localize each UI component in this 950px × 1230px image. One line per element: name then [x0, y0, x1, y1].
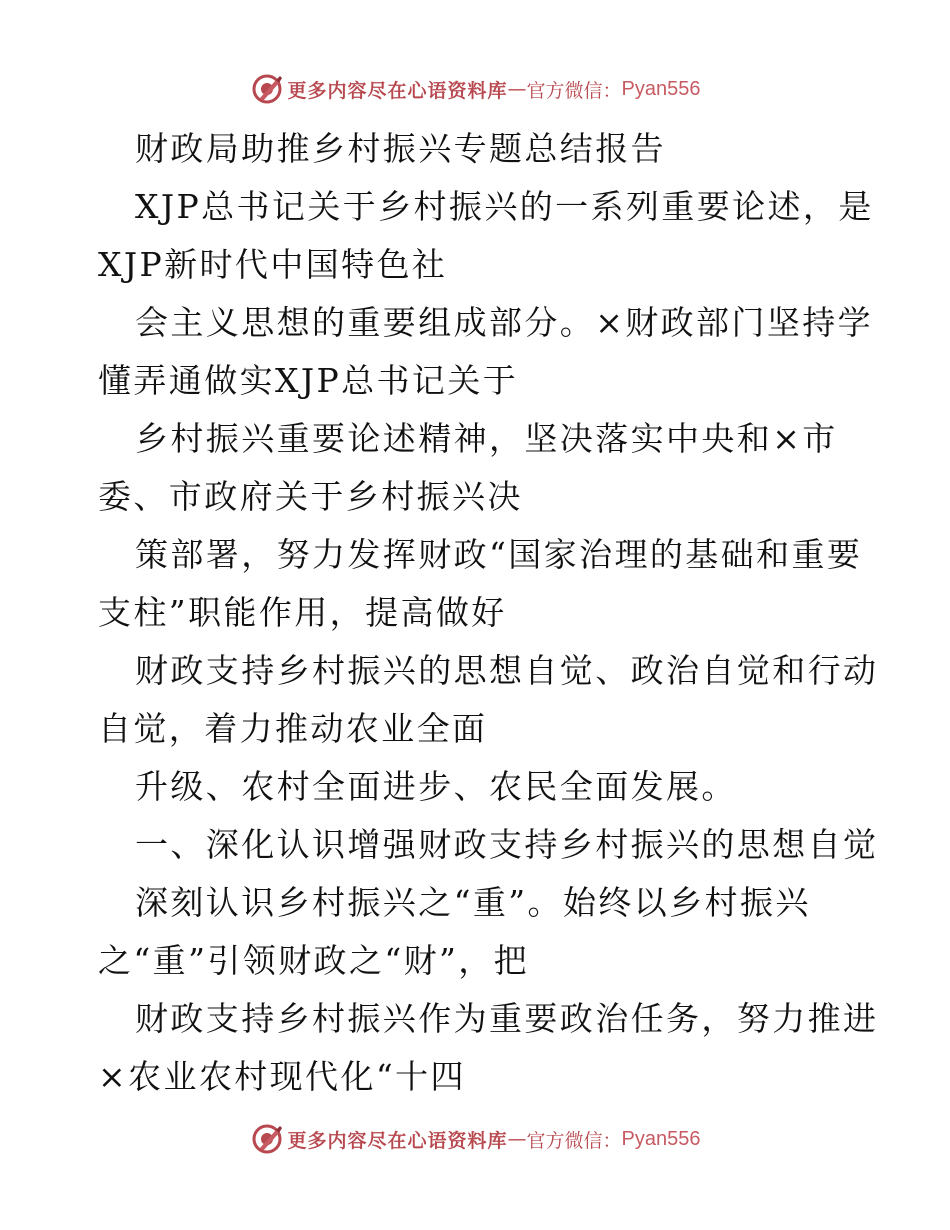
text-line: ×农业农村现代化“十四	[98, 1057, 466, 1096]
text-line: 深刻认识乡村振兴之“重”。始终以乡村振兴	[135, 883, 811, 922]
section-heading: 一、深化认识增强财政支持乡村振兴的思想自觉	[135, 825, 879, 864]
header-watermark	[0, 72, 950, 106]
pen-logo-icon	[250, 1122, 284, 1156]
text-line: 乡村振兴重要论述精神，坚决落实中央和×市	[135, 419, 838, 458]
text-line: 财政支持乡村振兴作为重要政治任务，努力推进	[135, 999, 879, 1038]
banner-dash: —	[507, 78, 527, 100]
text-line: XJP总书记关于乡村振兴的一系列重要论述，是	[135, 187, 874, 226]
text-line: 财政支持乡村振兴的思想自觉、政治自觉和行动	[135, 651, 879, 690]
text-line: 之“重”引领财政之“财”，把	[98, 941, 530, 980]
banner-dash: —	[507, 1128, 527, 1150]
banner-label: 官方微信：	[526, 1129, 622, 1152]
banner-id: Pyan556	[621, 1127, 701, 1150]
banner-text: 更多内容尽在心语资料库	[287, 1129, 508, 1152]
banner-label: 官方微信：	[526, 79, 622, 102]
text-line: 升级、农村全面进步、农民全面发展。	[135, 767, 737, 806]
text-line: 委、市政府关于乡村振兴决	[98, 477, 523, 516]
text-line: 财政局助推乡村振兴专题总结报告	[135, 129, 666, 168]
pen-logo-icon	[250, 72, 284, 106]
banner-text: 更多内容尽在心语资料库	[287, 79, 508, 102]
text-line: 策部署，努力发挥财政“国家治理的基础和重要	[135, 535, 863, 574]
text-line: 懂弄通做实XJP总书记关于	[98, 361, 519, 400]
text-line: XJP新时代中国特色社	[98, 245, 448, 284]
banner-id: Pyan556	[621, 77, 701, 100]
text-line: 自觉，着力推动农业全面	[98, 709, 488, 748]
document-body	[98, 120, 879, 1106]
text-line: 支柱”职能作用，提高做好	[98, 593, 507, 632]
footer-watermark	[0, 1122, 950, 1156]
text-line: 会主义思想的重要组成部分。×财政部门坚持学	[135, 303, 874, 342]
